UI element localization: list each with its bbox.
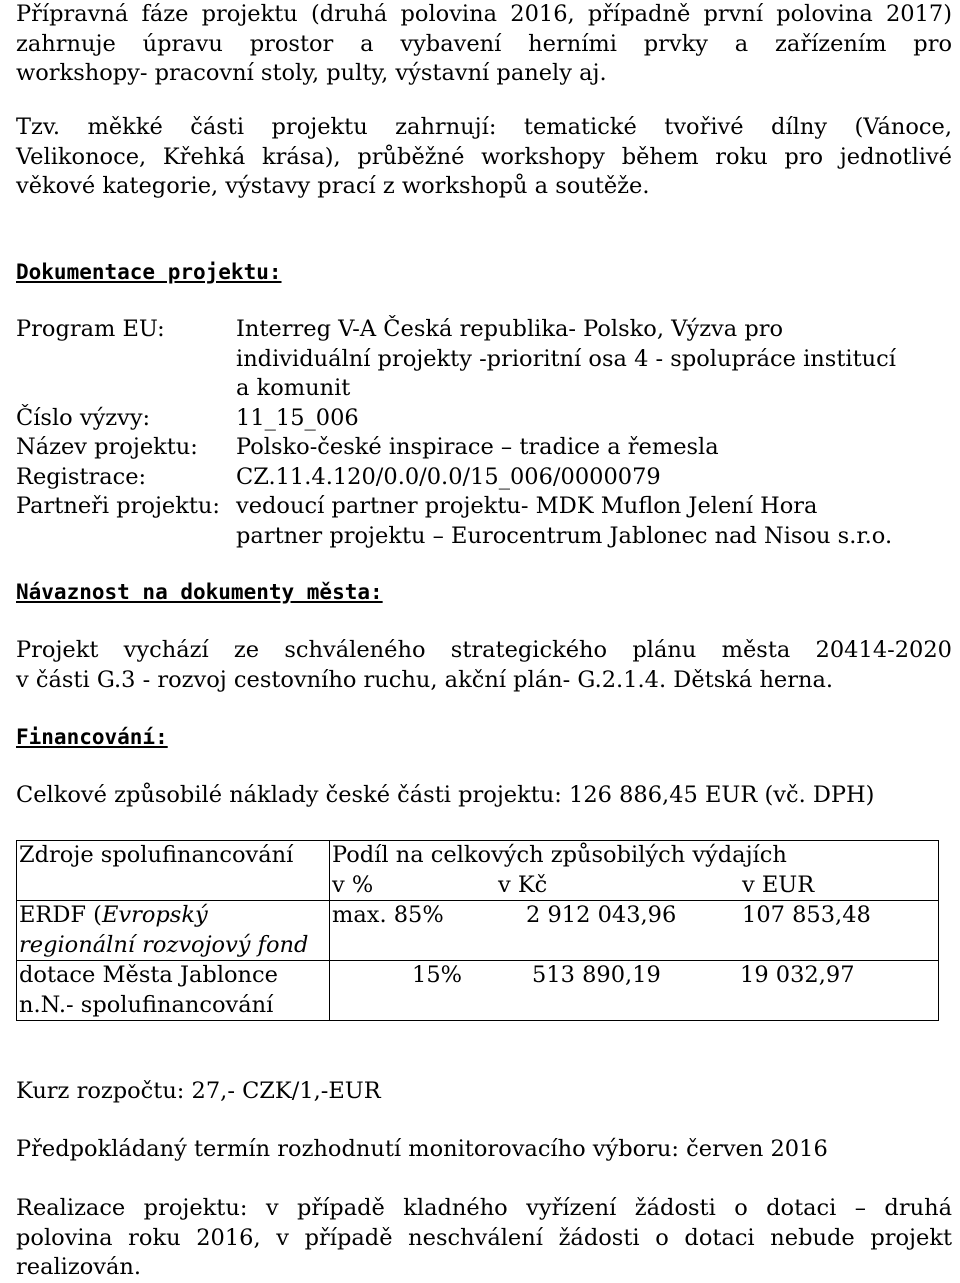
partners-label: Partneři projektu: — [16, 493, 220, 519]
financing-heading: Financování: — [16, 725, 168, 749]
header-subcolumns — [330, 871, 938, 901]
text-line: věkové kategorie, výstavy prací z workshopů a soutěže. — [16, 173, 650, 199]
row-values — [330, 961, 939, 1021]
text-line: Projekt vychází ze schváleného strategického plánu města 20414-2020 — [16, 637, 952, 663]
text-line: Tzv. měkké části projektu zahrnují: tematické tvořivé dílny (Vánoce, — [16, 114, 952, 140]
row-eur: 19 032,97 — [740, 962, 855, 988]
sub-eur: v EUR — [742, 871, 815, 898]
row-czk: 513 890,19 — [532, 962, 661, 988]
text-line: Realizace projektu: v případě kladného vyřízení žádosti o dotaci – druhá — [16, 1195, 952, 1221]
program-label: Program EU: — [16, 316, 165, 342]
sub-czk: v Kč — [498, 871, 548, 898]
monitoring-date: Předpokládaný termín rozhodnutí monitorovacího výboru: červen 2016 — [16, 1136, 828, 1162]
text-line: v části G.3 - rozvoj cestovního ruchu, akční plán- G.2.1.4. Dětská herna. — [16, 666, 834, 693]
text-line: realizován. — [16, 1254, 142, 1280]
text-line: Interreg V-A Česká republika- Polsko, Výzva pro — [236, 316, 784, 342]
call-label: Číslo výzvy: — [16, 404, 151, 431]
registration-row — [16, 463, 952, 493]
sub-pct: v % — [332, 871, 374, 898]
table-row — [17, 901, 939, 961]
text-line: zahrnuje úpravu prostor a vybavení herními prvky a zařízením pro — [16, 30, 952, 57]
call-value: 11_15_006 — [236, 404, 359, 431]
city-docs-heading: Návaznost na dokumenty města: — [16, 580, 383, 604]
text-line: Velikonoce, Křehká krása), průběžné workshopy během roku pro jednotlivé — [16, 143, 952, 170]
row-values — [330, 901, 939, 961]
realization-paragraph — [16, 1194, 952, 1283]
header-source: Zdroje spolufinancování — [17, 841, 330, 901]
project-name-label: Název projektu: — [16, 434, 198, 460]
row-pct: max. 85% — [332, 902, 444, 928]
call-row — [16, 404, 952, 434]
project-name-value: Polsko-české inspirace – tradice a řemesla — [236, 434, 719, 460]
budget-rate: Kurz rozpočtu: 27,- CZK/1,-EUR — [16, 1078, 381, 1104]
text-line: partner projektu – Eurocentrum Jablonec nad Nisou s.r.o. — [236, 522, 893, 549]
text-line: Přípravná fáze projektu (druhá polovina 2016, případně první polovina 2017) — [16, 1, 952, 27]
documentation-heading: Dokumentace projektu: — [16, 260, 282, 284]
text-line: a komunit — [236, 375, 351, 401]
table-row — [17, 961, 939, 1021]
project-name-row — [16, 433, 952, 463]
table-header-row — [17, 841, 939, 901]
total-costs: Celkové způsobilé náklady české části projektu: 126 886,45 EUR (vč. DPH) — [16, 782, 875, 808]
row-eur: 107 853,48 — [742, 902, 871, 928]
city-docs-paragraph — [16, 636, 952, 695]
partners-row — [16, 492, 952, 551]
text-line: individuální projekty -prioritní osa 4 - spolupráce institucí — [236, 345, 896, 372]
program-row — [16, 315, 952, 404]
financing-table — [16, 840, 939, 1021]
header-share-title: Podíl na celkových způsobilých výdajích — [332, 842, 787, 868]
intro-paragraph-1 — [16, 0, 952, 89]
header-share — [330, 841, 939, 901]
registration-label: Registrace: — [16, 463, 147, 490]
intro-paragraph-2 — [16, 113, 952, 202]
documentation-info — [16, 315, 952, 551]
text-line: workshopy- pracovní stoly, pulty, výstavní panely aj. — [16, 60, 607, 86]
registration-value: CZ.11.4.120/0.0/0.0/15_006/0000079 — [236, 463, 661, 490]
text-line: polovina roku 2016, v případě neschválení žádosti o dotaci nebude projekt — [16, 1224, 952, 1251]
row-source: dotace Města Jablonce n.N.- spolufinancování — [17, 961, 330, 1021]
partners-value — [236, 492, 952, 551]
row-czk: 2 912 043,96 — [526, 902, 677, 928]
text-line: vedoucí partner projektu- MDK Muflon Jelení Hora — [236, 493, 818, 519]
row-pct: 15% — [412, 962, 463, 988]
program-value — [236, 315, 952, 404]
row-source: ERDF (Evropský regionální rozvojový fond — [17, 901, 330, 961]
